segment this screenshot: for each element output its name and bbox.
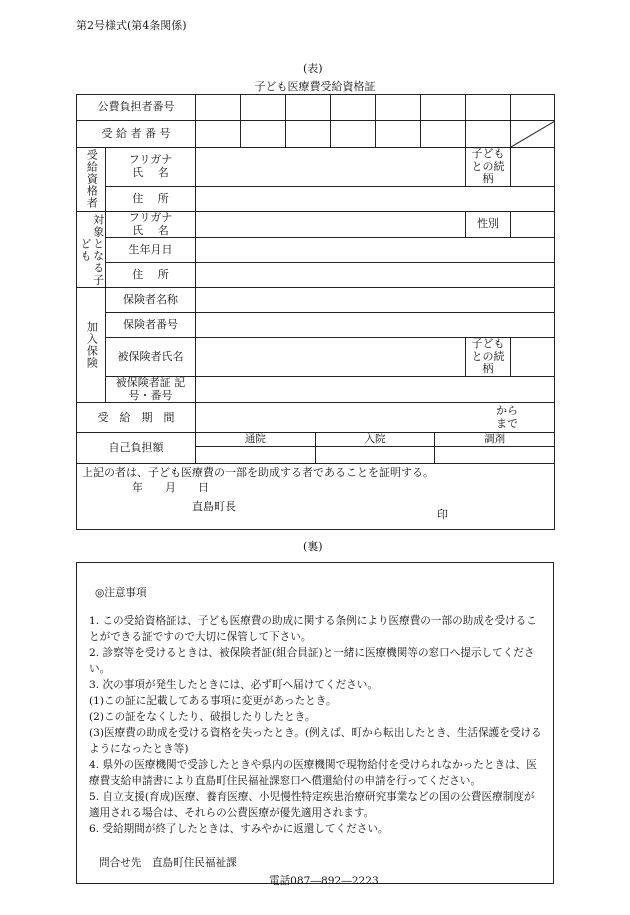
note-item: (1)この証に記載してある事項に変更があったとき。 xyxy=(89,695,337,707)
front-side-label: (表) xyxy=(303,62,323,75)
recipient-address-value xyxy=(196,186,555,211)
public-burden-digit xyxy=(196,95,241,121)
copay-label: 自己負担額 xyxy=(77,433,196,464)
certification-box xyxy=(77,464,555,530)
recipient-number-label: 受 給 者 番 号 xyxy=(77,121,196,148)
note-item: 1. この受給資格証は、子ども医療費の助成に関する条例により医療費の一部の助成を受けることができる証ですので大切に保管して下さい。 xyxy=(89,615,537,643)
insured-name-value xyxy=(196,338,466,377)
copay-pharmacy-label: 調剤 xyxy=(484,433,506,446)
notes-title: ◎注意事項 xyxy=(95,587,147,599)
insurer-name-label: 保険者名称 xyxy=(106,288,196,313)
child-group-label: 対象となる子ども xyxy=(77,211,106,287)
insured-name-label: 被保険者氏名 xyxy=(106,338,196,377)
insured-relation-value xyxy=(511,338,555,377)
recipient-relation-label: 子ども との続柄 xyxy=(466,148,511,187)
copay-outpatient-label: 通院 xyxy=(196,433,316,446)
note-item: 4. 県外の医療機関で受診したときや県内の医療機関で現物給付を受けられなかったときは、医療費支給申請書により直島町住民福祉課窓口へ償還給付の申請を行ってください。 xyxy=(89,759,537,787)
period-label: 受 給 期 間 xyxy=(77,403,196,433)
insured-card-value xyxy=(196,377,555,403)
insured-relation-label: 子ども との続柄 xyxy=(466,338,511,377)
certification-statement: 上記の者は、子ども医療費の一部を助成する者であることを証明する。 xyxy=(82,466,434,480)
note-item: (2)この証をなくしたり、破損したりしたとき。 xyxy=(89,711,316,723)
insurer-number-label: 保険者番号 xyxy=(106,313,196,338)
child-address-value xyxy=(196,263,555,288)
recipient-name-label: フリガナ 氏 名 xyxy=(106,148,196,187)
child-gender-value xyxy=(511,211,555,237)
recipient-digit xyxy=(196,121,241,148)
child-birthdate-value xyxy=(196,238,555,263)
form-number: 第2号様式(第4条関係) xyxy=(76,19,187,32)
note-item: (3)医療費の助成を受ける資格を失ったとき。(例えば、町から転出したとき、生活保護を受けるようになったとき等) xyxy=(89,727,542,755)
child-name-label: フリガナ 氏 名 xyxy=(106,211,196,237)
copay-inpatient-label: 入院 xyxy=(316,433,436,446)
copay-pharmacy-value xyxy=(435,447,554,463)
certificate-title: 子ども医療費受給資格証 xyxy=(254,80,376,93)
note-item: 6. 受給期間が終了したときは、すみやかに返還してください。 xyxy=(89,823,389,835)
copay-outpatient-value xyxy=(196,447,316,463)
note-item: 5. 自立支援(育成)医療、養育医療、小児慢性特定疾患治療研究事業などの国の公費医療制度が適用される場合は、それらの公費医療が優先適用されます。 xyxy=(89,791,535,819)
seal-label: 印 xyxy=(437,508,448,522)
mayor-label: 直島町長 xyxy=(192,499,236,513)
copay-inpatient-value xyxy=(316,447,436,463)
period-value xyxy=(196,403,555,433)
contact-phone: 電話087―892―2223 xyxy=(269,875,379,887)
child-address-label: 住 所 xyxy=(106,263,196,288)
insurer-number-value xyxy=(196,313,555,338)
insurance-group-label: 加入保険 xyxy=(77,288,106,403)
notes-box xyxy=(76,562,554,887)
child-name-value xyxy=(196,211,466,237)
recipient-number-diagonal xyxy=(511,121,555,148)
notes-list xyxy=(89,613,543,837)
child-birthdate-label: 生年月日 xyxy=(106,238,196,263)
period-to: まで xyxy=(496,416,518,430)
insured-card-label: 被保険者証 記号・番号 xyxy=(106,377,196,403)
recipient-group-label: 受給資格者 xyxy=(77,148,106,212)
back-side-label: (裏) xyxy=(303,540,323,553)
note-item: 3. 次の事項が発生したときには、必ず町へ届けてください。 xyxy=(89,679,378,691)
recipient-name-value xyxy=(196,148,466,187)
insurer-name-value xyxy=(196,288,555,313)
certification-date: 年 月 日 xyxy=(132,481,209,495)
contact-label: 問合せ先 直島町住民福祉課 xyxy=(99,857,237,869)
copay-table xyxy=(196,433,555,464)
child-gender-label: 性別 xyxy=(466,211,511,237)
certificate-table xyxy=(76,94,555,530)
recipient-relation-value xyxy=(511,148,555,187)
note-item: 2. 診察等を受けるときは、被保険者証(組合員証)と一緒に医療機関等の窓口へ提示してください。 xyxy=(89,647,535,675)
period-from: から xyxy=(496,404,518,418)
public-burden-number-label: 公費負担者番号 xyxy=(77,95,196,121)
recipient-address-label: 住 所 xyxy=(106,186,196,211)
